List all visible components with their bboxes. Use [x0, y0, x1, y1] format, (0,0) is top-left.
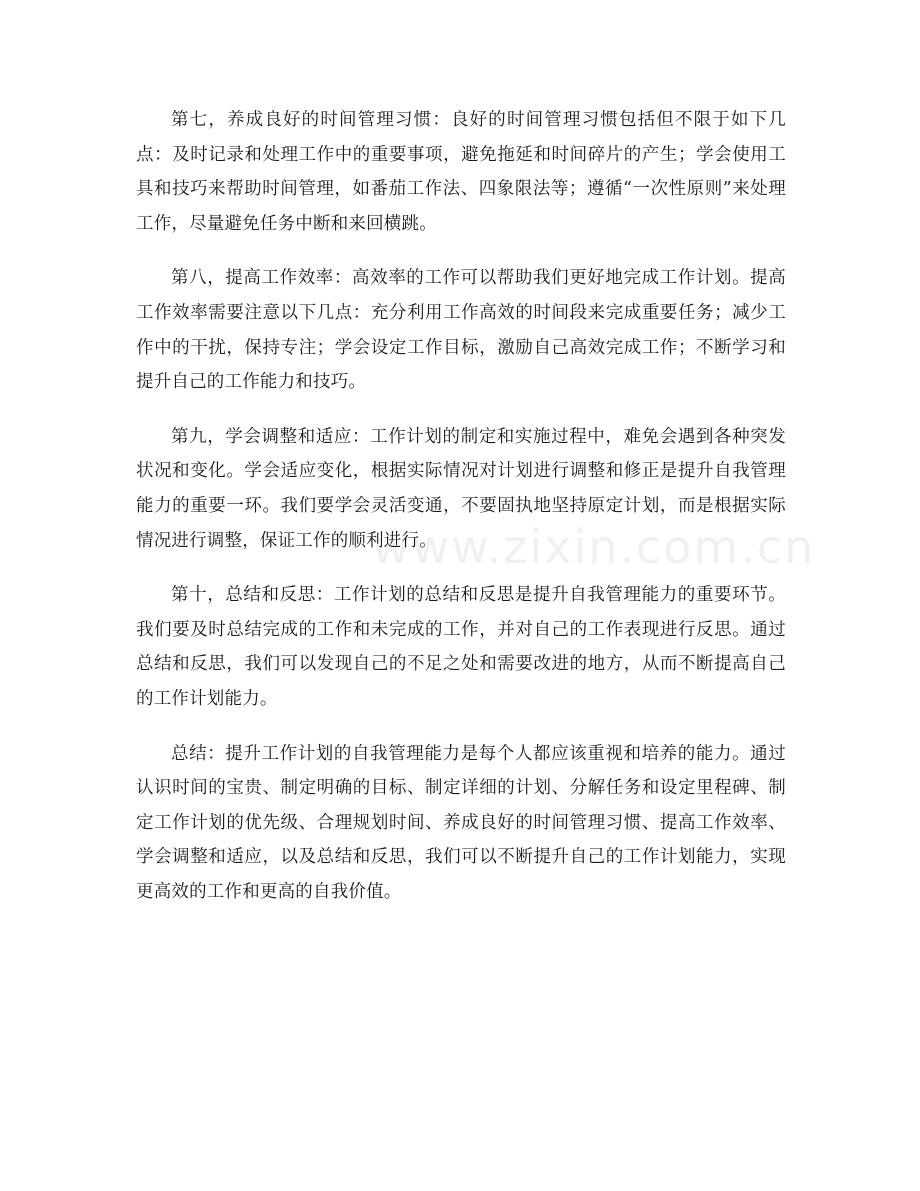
- paragraph-9: 第九，学会调整和适应：工作计划的制定和实施过程中，难免会遇到各种突发状况和变化。学会适应变化，根据实际情况对计划进行调整和修正是提升自我管理能力的重要一环。我们要学会灵活变通，不要固执地坚持原定计划，而是根据实际情况进行调整，保证工作的顺利进行。: [136, 426, 786, 551]
- document-body: [136, 103, 786, 929]
- paragraph-8: 第八，提高工作效率：高效率的工作可以帮助我们更好地完成工作计划。提高工作效率需要注意以下几点：充分利用工作高效的时间段来完成重要任务；减少工作中的干扰，保持专注；学会设定工作目标，激励自己高效完成工作；不断学习和提升自己的工作能力和技巧。: [136, 268, 786, 393]
- paragraph-7: 第七，养成良好的时间管理习惯：良好的时间管理习惯包括但不限于如下几点：及时记录和处理工作中的重要事项，避免拖延和时间碎片的产生；学会使用工具和技巧来帮助时间管理，如番茄工作法、四象限法等；遵循“一次性原则”来处理工作，尽量避免任务中断和来回横跳。: [136, 110, 786, 234]
- paragraph-10: 第十，总结和反思：工作计划的总结和反思是提升自我管理能力的重要环节。我们要及时总结完成的工作和未完成的工作，并对自己的工作表现进行反思。通过总结和反思，我们可以发现自己的不足之处和需要改进的地方，从而不断提高自己的工作计划能力。: [136, 585, 786, 709]
- paragraph-summary: 总结：提升工作计划的自我管理能力是每个人都应该重视和培养的能力。通过认识时间的宝贵、制定明确的目标、制定详细的计划、分解任务和设定里程碑、制定工作计划的优先级、合理规划时间、养成良好的时间管理习惯、提高工作效率、学会调整和适应，以及总结和反思，我们可以不断提升自己的工作计划能力，实现更高效的工作和更高的自我价值。: [136, 743, 786, 902]
- watermark: www.zixin.com.cn: [372, 520, 816, 574]
